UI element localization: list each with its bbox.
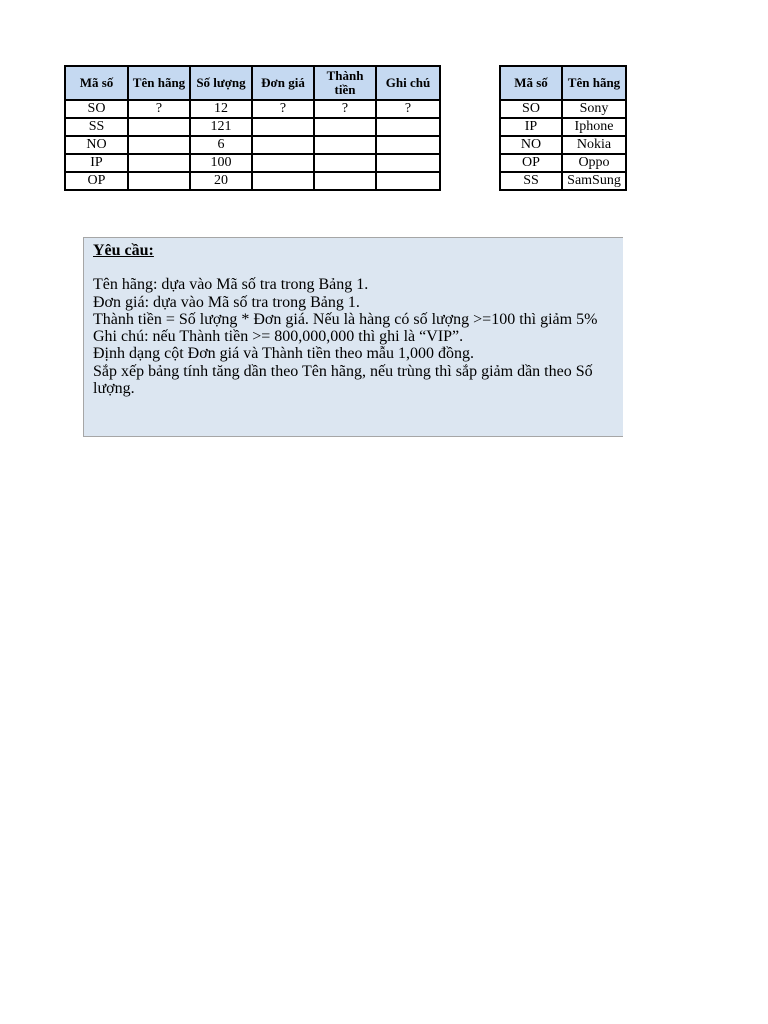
table-header-row <box>65 66 440 100</box>
table-cell[interactable] <box>376 172 440 190</box>
table-cell[interactable]: Iphone <box>562 118 626 136</box>
table-row <box>65 172 440 190</box>
table-cell[interactable] <box>314 136 376 154</box>
table-cell[interactable]: SO <box>65 100 128 118</box>
table-cell[interactable]: Oppo <box>562 154 626 172</box>
header-so-luong[interactable]: Số lượng <box>190 66 252 100</box>
header-ma-so[interactable]: Mã số <box>500 66 562 100</box>
table-row <box>500 118 626 136</box>
table-cell[interactable]: ? <box>128 100 190 118</box>
table-cell[interactable]: SO <box>500 100 562 118</box>
table-cell[interactable] <box>314 154 376 172</box>
table-cell[interactable]: NO <box>500 136 562 154</box>
requirement-line: Sắp xếp bảng tính tăng dần theo Tên hãng, nếu trùng thì sắp giảm dần theo Số lượng. <box>93 362 593 398</box>
table-cell[interactable] <box>252 136 314 154</box>
table-cell[interactable]: 12 <box>190 100 252 118</box>
table-row <box>500 154 626 172</box>
requirement-line: Đơn giá: dựa vào Mã số tra trong Bảng 1. <box>93 293 360 311</box>
table-row <box>500 172 626 190</box>
requirements-textbox[interactable] <box>83 237 623 437</box>
table-cell[interactable]: ? <box>376 100 440 118</box>
table-cell[interactable] <box>376 118 440 136</box>
header-ten-hang[interactable]: Tên hãng <box>128 66 190 100</box>
header-ma-so[interactable]: Mã số <box>65 66 128 100</box>
table-cell[interactable]: NO <box>65 136 128 154</box>
header-ten-hang[interactable]: Tên hãng <box>562 66 626 100</box>
table-row <box>65 100 440 118</box>
table-cell[interactable]: OP <box>65 172 128 190</box>
table-cell[interactable] <box>128 118 190 136</box>
table-cell[interactable] <box>314 172 376 190</box>
table-cell[interactable]: SS <box>500 172 562 190</box>
table-cell[interactable] <box>128 172 190 190</box>
table-row <box>500 136 626 154</box>
table-cell[interactable] <box>128 136 190 154</box>
table-cell[interactable]: 20 <box>190 172 252 190</box>
table-cell[interactable]: 100 <box>190 154 252 172</box>
requirements-title: Yêu cầu: <box>93 242 154 259</box>
table-cell[interactable]: ? <box>314 100 376 118</box>
table-cell[interactable]: IP <box>65 154 128 172</box>
table-cell[interactable]: Sony <box>562 100 626 118</box>
header-don-gia[interactable]: Đơn giá <box>252 66 314 100</box>
header-ghi-chu[interactable]: Ghi chú <box>376 66 440 100</box>
table-cell[interactable] <box>314 118 376 136</box>
table-row <box>500 100 626 118</box>
table-cell[interactable]: SS <box>65 118 128 136</box>
table-cell[interactable]: OP <box>500 154 562 172</box>
table-cell[interactable]: ? <box>252 100 314 118</box>
table-cell[interactable]: IP <box>500 118 562 136</box>
table-cell[interactable]: 6 <box>190 136 252 154</box>
table-cell[interactable]: 121 <box>190 118 252 136</box>
table-row <box>65 118 440 136</box>
table-cell[interactable] <box>376 136 440 154</box>
table-cell[interactable] <box>252 118 314 136</box>
table-cell[interactable] <box>128 154 190 172</box>
table-cell[interactable]: SamSung <box>562 172 626 190</box>
header-thanh-tien[interactable]: Thành tiền <box>314 66 376 100</box>
table-row <box>65 154 440 172</box>
table-cell[interactable]: Nokia <box>562 136 626 154</box>
table-row <box>65 136 440 154</box>
requirement-line: Ghi chú: nếu Thành tiền >= 800,000,000 thì ghi là “VIP”. <box>93 328 464 346</box>
brand-lookup-table <box>499 65 627 191</box>
table-header-row <box>500 66 626 100</box>
requirement-line: Định dạng cột Đơn giá và Thành tiền theo mẫu 1,000 đồng. <box>93 345 474 363</box>
requirement-line: Thành tiền = Số lượng * Đơn giá. Nếu là hàng có số lượng >=100 thì giảm 5% <box>93 310 598 328</box>
requirement-line: Tên hãng: dựa vào Mã số tra trong Bảng 1. <box>93 276 369 294</box>
product-table <box>64 65 441 191</box>
table-cell[interactable] <box>252 154 314 172</box>
table-cell[interactable] <box>252 172 314 190</box>
table-cell[interactable] <box>376 154 440 172</box>
